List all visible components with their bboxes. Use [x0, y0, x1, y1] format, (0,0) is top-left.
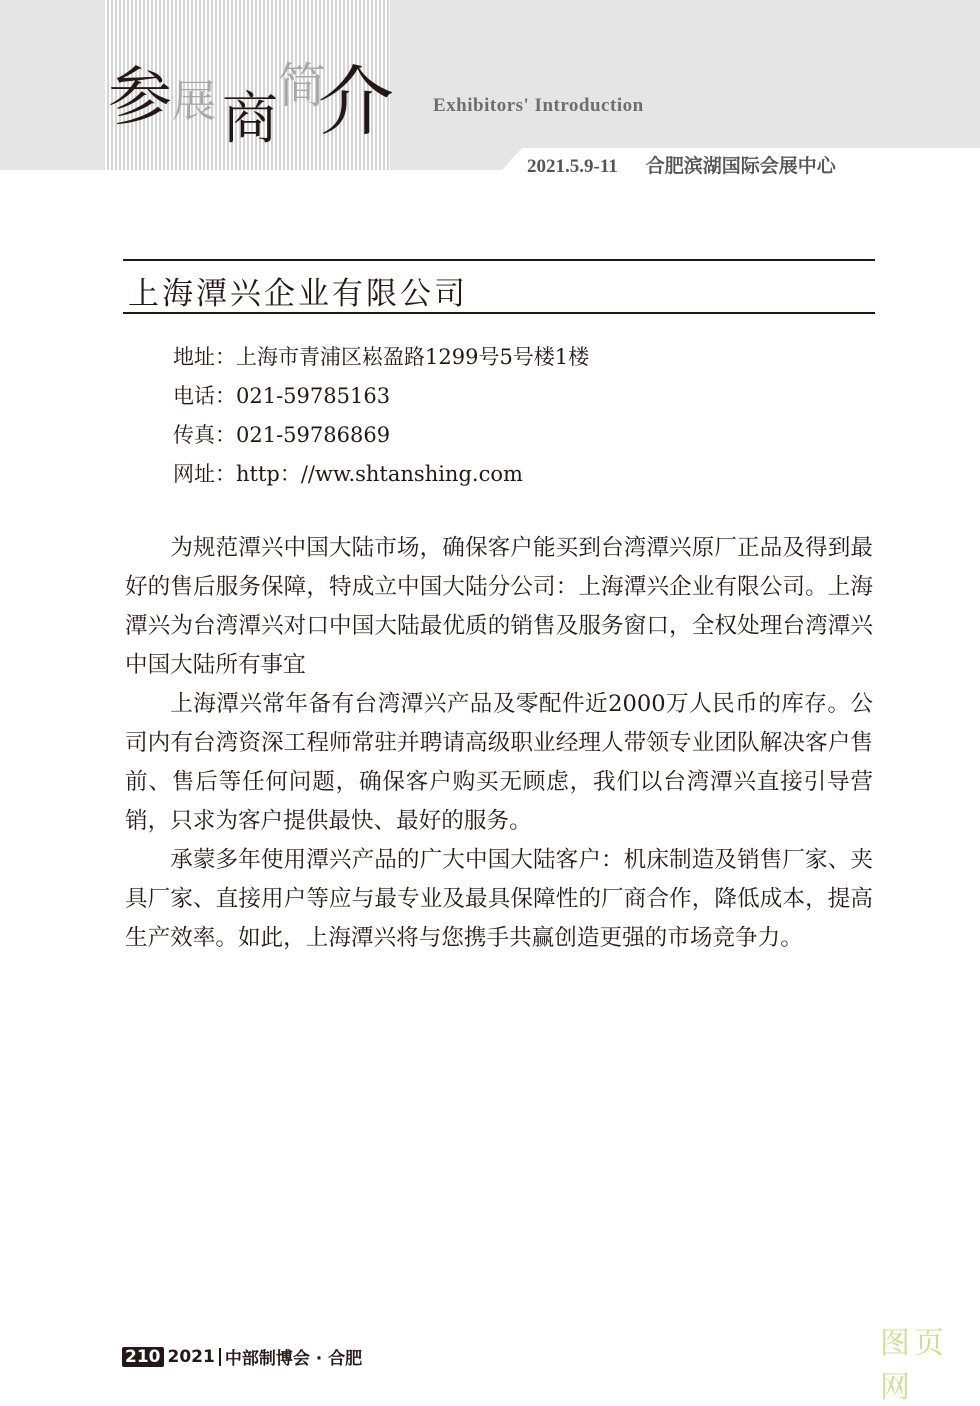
- address: 地址：上海市青浦区崧盈路1299号5号楼1楼: [173, 345, 590, 369]
- event-venue: 合肥滨湖国际会展中心: [645, 156, 836, 177]
- header-title-char: 展: [172, 76, 216, 127]
- header-title-char: 商: [222, 87, 278, 152]
- footer-divider: [219, 1348, 221, 1366]
- website: 网址：http：//ww.shtanshing.com: [173, 462, 523, 486]
- title-top-rule: [123, 259, 875, 261]
- header-date-venue: [527, 151, 836, 178]
- contact-info: [173, 338, 589, 494]
- header-title-char: 介: [318, 57, 394, 146]
- paragraph: 上海潭兴常年备有台湾潭兴产品及零配件近2000万人民币的库存。公司内有台湾资深工程师常驻并聘请高级职业经理人带领专业团队解决客户售前、售后等任何问题，确保客户购买无顾虑，我们以台湾潭兴直接引导营销，只求为客户提供最快、最好的服务。: [125, 691, 873, 834]
- header-title-char: 简: [278, 58, 327, 114]
- company-description: [125, 529, 873, 958]
- fax: 传真：021-59786869: [173, 423, 391, 447]
- page-number: 210: [122, 1347, 164, 1367]
- footer-event: 中部制博会 · 合肥: [224, 1349, 363, 1369]
- footer: [122, 1344, 362, 1369]
- footer-year: 2021: [167, 1346, 215, 1367]
- title-bottom-rule: [123, 312, 875, 314]
- header-title-char: 参: [108, 61, 172, 135]
- header-subtitle: Exhibitors' Introduction: [433, 95, 644, 116]
- watermark-logo: 图页网: [880, 1326, 948, 1405]
- paragraph: 承蒙多年使用潭兴产品的广大中国大陆客户：机床制造及销售厂家、夹具厂家、直接用户等应与最专业及最具保障性的厂商合作，降低成本，提高生产效率。如此，上海潭兴将与您携手共赢创造更强的市场竞争力。: [125, 847, 873, 951]
- event-date: 2021.5.9-11: [527, 156, 618, 177]
- phone: 电话：021-59785163: [173, 384, 391, 408]
- company-name: 上海潭兴企业有限公司: [128, 276, 468, 312]
- paragraph: 为规范潭兴中国大陆市场，确保客户能买到台湾潭兴原厂正品及得到最好的售后服务保障，特成立中国大陆分公司：上海潭兴企业有限公司。上海潭兴为台湾潭兴对口中国大陆最优质的销售及服务窗口，全权处理台湾潭兴中国大陆所有事宜: [125, 535, 873, 678]
